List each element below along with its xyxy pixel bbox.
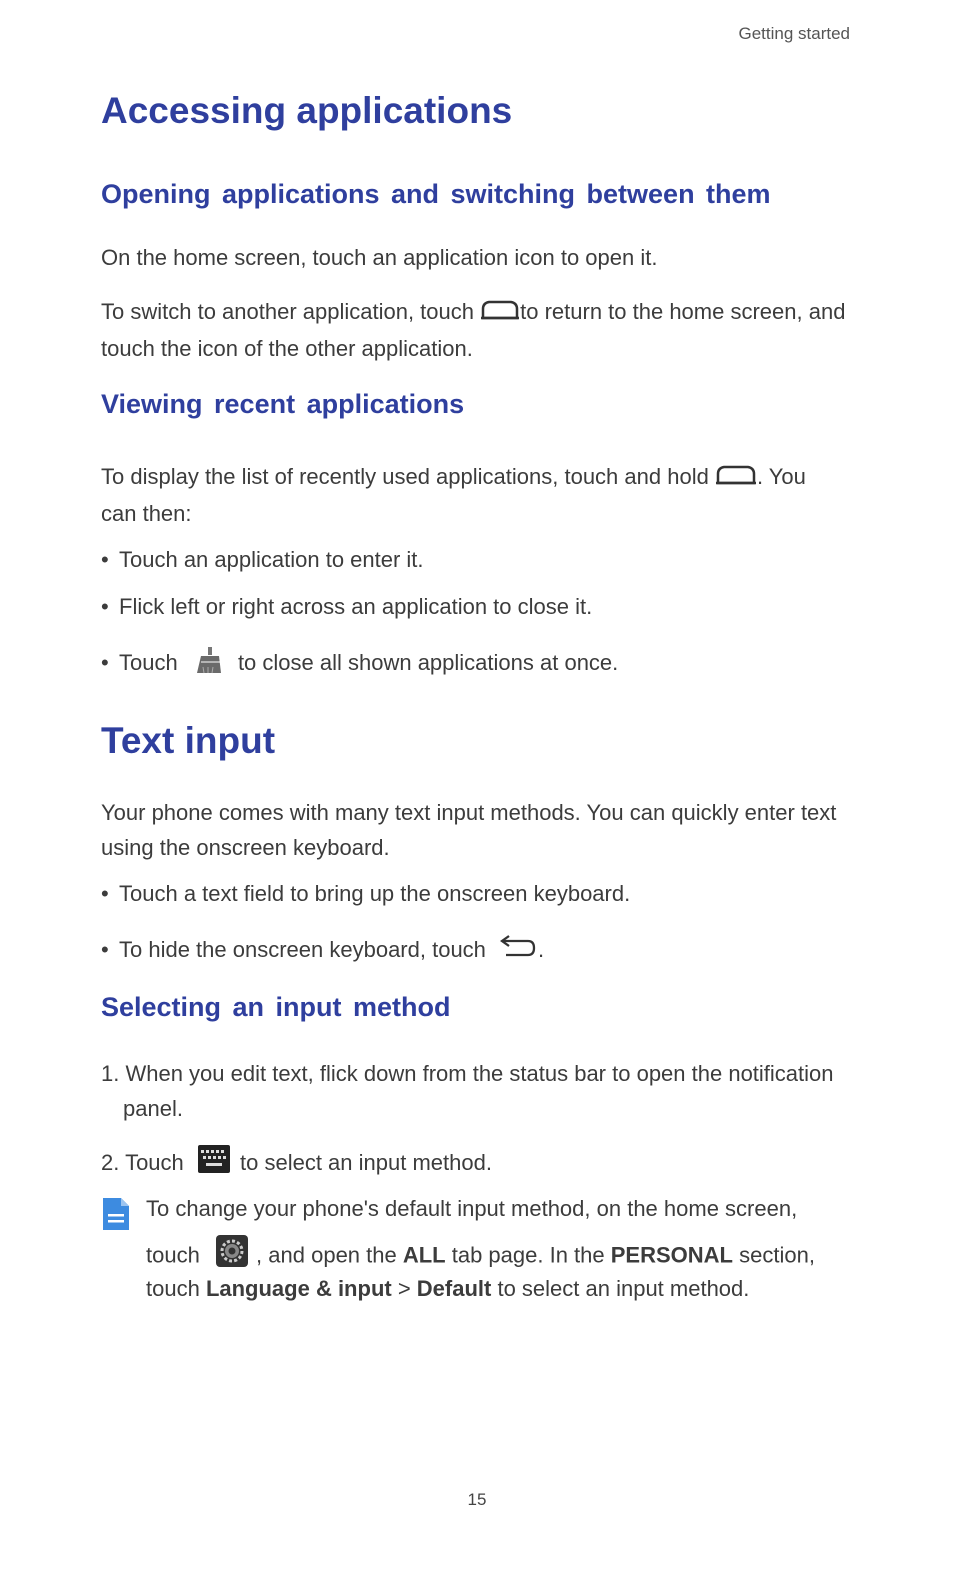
heading-accessing-applications: Accessing applications: [101, 90, 513, 131]
broom-icon: [194, 645, 224, 683]
paragraph-text-input-intro: [101, 795, 861, 865]
list-item: • Touch a text field to bring up the onscreen keyboard.: [101, 881, 631, 906]
note-line: To change your phone's default input method, on the home screen,: [146, 1196, 798, 1221]
text-segment: To display the list of recently used applications, touch and hold: [101, 464, 715, 489]
subheading-opening-applications: Opening applications and switching between them: [101, 179, 771, 209]
note-icon: [101, 1196, 131, 1232]
bold-text: ALL: [402, 1242, 446, 1268]
text-segment: can then:: [101, 500, 192, 526]
bold-text: Language & input: [205, 1276, 392, 1301]
text-segment: >: [391, 1276, 417, 1301]
step-text: 1. When you edit text, flick down from the status bar to open the notification: [101, 1061, 834, 1086]
step-text: to select an input method.: [233, 1150, 492, 1175]
list-item: • Flick left or right across an application to close it.: [101, 594, 593, 619]
text-segment: touch: [146, 1276, 206, 1301]
paragraph-switch-app: [101, 294, 861, 366]
text-segment: . You: [756, 464, 806, 489]
text-segment: touch the icon of the other application.: [101, 335, 473, 361]
bullet-text: Touch an application to enter it.: [119, 547, 424, 572]
bullet-text: Touch: [119, 649, 184, 675]
text-segment: to select an input method.: [491, 1276, 750, 1301]
subheading-selecting-input-method: Selecting an input method: [101, 992, 451, 1022]
text-segment: section,: [733, 1242, 815, 1268]
running-header: Getting started: [738, 24, 850, 43]
numbered-step: [101, 1145, 492, 1183]
numbered-step: [101, 1056, 834, 1126]
step-text: 2. Touch: [101, 1150, 190, 1175]
paragraph-open-app: On the home screen, touch an application icon to open it.: [101, 245, 658, 270]
paragraph-recent-apps: [101, 459, 861, 531]
step-text: panel.: [123, 1096, 183, 1121]
heading-text-input: Text input: [101, 720, 276, 761]
list-item: • Touch to close all shown applications at once.: [101, 645, 618, 683]
list-item: • To hide the onscreen keyboard, touch .: [101, 934, 544, 968]
text-segment: using the onscreen keyboard.: [101, 835, 390, 860]
text-segment: Your phone comes with many text input methods. You can quickly enter text: [101, 800, 837, 825]
bullet-text: to close all shown applications at once.: [231, 649, 619, 675]
bold-text: PERSONAL: [610, 1242, 733, 1268]
text-segment: tab page. In the: [445, 1242, 611, 1268]
text-segment: touch: [146, 1242, 206, 1268]
bullet-text: Flick left or right across an application to close it.: [119, 594, 593, 619]
text-segment: , and open the: [249, 1242, 403, 1268]
bold-text: Default: [416, 1276, 492, 1301]
subheading-viewing-recent: Viewing recent applications: [101, 389, 465, 419]
bullet-text: Touch a text field to bring up the onscreen keyboard.: [119, 881, 631, 906]
bullet-text: To hide the onscreen keyboard, touch: [119, 936, 493, 962]
keyboard-icon: [198, 1145, 230, 1183]
text-segment: to return to the home screen, and: [520, 299, 846, 324]
bullet-text: .: [538, 936, 545, 962]
page-number: 15: [467, 1490, 487, 1509]
note-line: [146, 1272, 846, 1306]
home-icon: [480, 296, 520, 331]
home-icon: [715, 461, 757, 496]
list-item: • Touch an application to enter it.: [101, 547, 424, 572]
text-segment: To switch to another application, touch: [101, 299, 481, 324]
back-icon: [498, 934, 538, 968]
